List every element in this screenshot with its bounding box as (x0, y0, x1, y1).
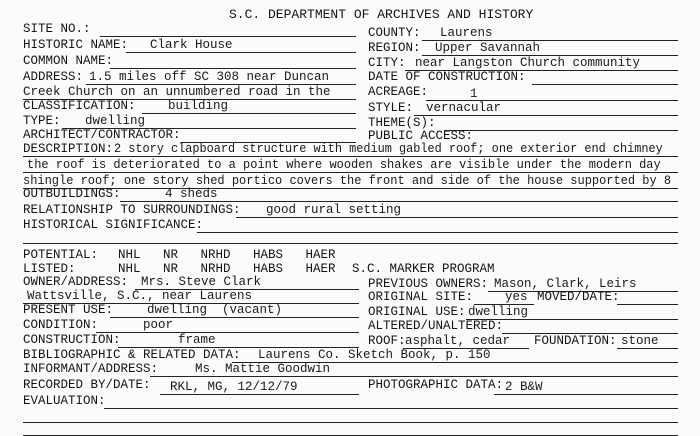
roof-label: ROOF: (368, 334, 406, 348)
description-underline-2 (23, 172, 678, 173)
relationship-label: RELATIONSHIP TO SURROUNDINGS: (23, 203, 241, 217)
common-name-label: COMMON NAME: (23, 54, 114, 68)
foundation-underline (617, 348, 678, 349)
themes-label: THEME(S): (368, 116, 436, 130)
informant-value: Ms. Mattie Goodwin (195, 362, 331, 376)
present-use-value: dwelling (vacant) (147, 303, 283, 317)
original-use-value: dwelling (468, 305, 529, 319)
region-label: REGION: (368, 41, 421, 55)
condition-underline (96, 332, 359, 333)
construction-label: CONSTRUCTION: (23, 333, 121, 347)
recorded-by-underline (160, 394, 359, 395)
outbuildings-value: 4 sheds (165, 187, 218, 201)
original-use-label: ORIGINAL USE: (368, 305, 466, 319)
construction-value: frame (178, 333, 216, 347)
description-label: DESCRIPTION: (23, 142, 114, 156)
classification-underline (142, 113, 356, 114)
photographic-label: PHOTOGRAPHIC DATA: (368, 378, 504, 392)
listed-options: NHL NR NRHD HABS HAER (118, 262, 336, 276)
sc-marker-program: S.C. MARKER PROGRAM (352, 262, 495, 276)
acreage-value: 1 (470, 87, 478, 101)
region-value: Upper Savannah (435, 41, 541, 55)
evaluation-underline-2 (23, 422, 678, 423)
style-underline (414, 115, 678, 116)
address-value-line2: Creek Church on an unnumbered road in the (23, 85, 331, 99)
moved-date-label: MOVED/DATE: (537, 290, 620, 304)
classification-label: CLASSIFICATION: (23, 99, 136, 113)
recorded-by-label: RECORDED BY/DATE: (23, 378, 151, 392)
potential-label: POTENTIAL: (23, 248, 99, 262)
site-no-label: SITE NO.: (23, 22, 91, 36)
significance-underline-2 (23, 243, 678, 244)
city-label: CITY: (368, 56, 406, 70)
site-no-underline (100, 36, 356, 37)
themes-underline (444, 130, 678, 131)
description-underline-1 (23, 156, 678, 157)
description-line-1: 2 story clapboard structure with medium gabled roof; one exterior end chimney (114, 142, 663, 156)
bibliographic-label: BIBLIOGRAPHIC & RELATED DATA: (23, 348, 241, 362)
architect-label: ARCHITECT/CONTRACTOR: (23, 128, 181, 142)
bibliographic-value: Laurens Co. Sketch Book, p. 150 (258, 348, 491, 362)
informant-underline (150, 376, 678, 377)
evaluation-underline-1 (104, 408, 678, 409)
county-label: COUNTY: (368, 26, 421, 40)
outbuildings-label: OUTBUILDINGS: (23, 187, 121, 201)
outbuildings-underline (120, 201, 678, 202)
county-value: Laurens (440, 26, 493, 40)
historic-name-value: Clark House (150, 38, 233, 52)
informant-label: INFORMANT/ADDRESS: (23, 362, 159, 376)
owner-value-line1: Mrs. Steve Clark (141, 275, 262, 289)
foundation-value: stone (621, 334, 659, 348)
style-value: vernacular (426, 101, 502, 115)
relationship-value: good rural setting (266, 203, 402, 217)
owner-value-line2: Wattsville, S.C., near Laurens (27, 289, 253, 303)
previous-owners-label: PREVIOUS OWNERS: (368, 277, 489, 291)
public-access-label: PUBLIC ACCESS: (368, 129, 474, 143)
historic-name-label: HISTORIC NAME: (23, 38, 129, 52)
relationship-underline (236, 217, 678, 218)
description-underline-3 (23, 188, 678, 189)
description-line-3: shingle roof; one story shed portico covers the front and side of the house supported by 8 (23, 174, 672, 188)
condition-value: poor (143, 318, 174, 332)
style-label: STYLE: (368, 101, 414, 115)
evaluation-label: EVALUATION: (23, 394, 106, 408)
description-line-2: the roof is deteriorated to a point where wooden shakes are visible under the modern day (27, 158, 661, 172)
potential-options: NHL NR NRHD HABS HAER (118, 248, 336, 262)
roof-value: asphalt, cedar (405, 334, 511, 348)
original-site-value: yes (505, 290, 528, 304)
original-site-label: ORIGINAL SITE: (368, 290, 474, 304)
previous-owners-value: Mason, Clark, Leirs (494, 277, 637, 291)
address-value-line1: 1.5 miles off SC 308 near Duncan (89, 70, 330, 84)
acreage-label: ACREAGE: (368, 85, 429, 99)
classification-value: building (168, 99, 229, 113)
listed-label: LISTED: (23, 262, 76, 276)
historic-name-underline (126, 52, 356, 53)
form-title: S.C. DEPARTMENT OF ARCHIVES AND HISTORY (229, 7, 534, 22)
recorded-by-value: RKL, MG, 12/12/79 (170, 380, 298, 394)
significance-underline-1 (197, 232, 678, 233)
photographic-underline (494, 394, 678, 395)
present-use-label: PRESENT USE: (23, 303, 114, 317)
type-value: dwelling (85, 114, 146, 128)
date-of-construction-label: DATE OF CONSTRUCTION: (368, 70, 526, 84)
type-label: TYPE: (23, 114, 61, 128)
city-value: near Langston Church community (415, 56, 641, 70)
owner-label: OWNER/ADDRESS: (23, 275, 129, 289)
common-name-underline (110, 68, 356, 69)
address-label: ADDRESS: (23, 70, 84, 84)
date-of-construction-underline (532, 84, 678, 85)
moved-date-underline (617, 304, 678, 305)
foundation-label: FOUNDATION: (534, 334, 617, 348)
altered-label: ALTERED/UNALTERED: (368, 319, 504, 333)
photographic-value: 2 B&W (505, 380, 543, 394)
significance-label: HISTORICAL SIGNIFICANCE: (23, 218, 204, 232)
condition-label: CONDITION: (23, 318, 99, 332)
